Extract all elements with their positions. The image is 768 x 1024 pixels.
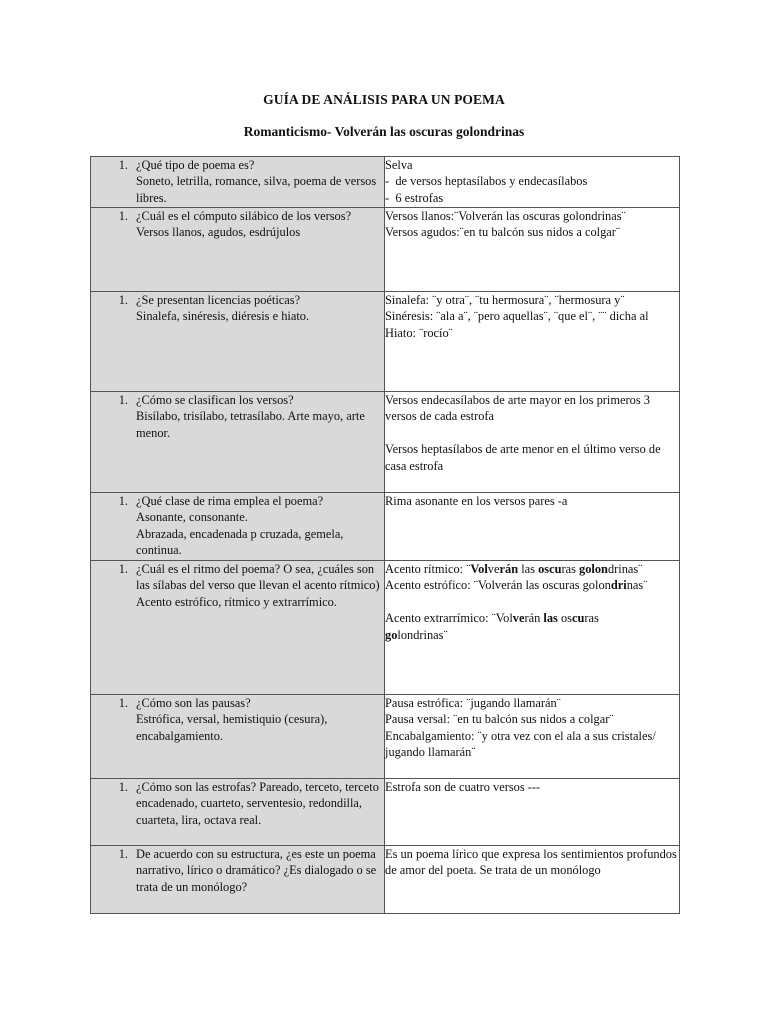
question-text: De acuerdo con su estructura, ¿es este un poema narrativo, lírico o dramático? ¿Es dialogado o se trata de un monólogo? (136, 847, 380, 894)
stressed-syllable: go (579, 562, 592, 576)
answer-text: Versos agudos:¨en tu balcón sus nidos a colgar¨ (385, 225, 621, 240)
question-text: Asonante, consonante. (136, 510, 248, 525)
answer-text: Selva (385, 158, 413, 172)
answer-text: Versos endecasílabos de arte mayor en los primeros 3 versos de cada estrofa (385, 393, 654, 424)
item-number: 1. (118, 393, 128, 407)
answer-text: Pausa estrófica: ¨jugando llamarán¨ (385, 696, 561, 710)
question-text: ¿Se presentan licencias poéticas? (136, 293, 301, 307)
question-cell (91, 493, 385, 561)
analysis-table-body (91, 157, 680, 914)
stressed-syllable: dri (610, 578, 627, 593)
table-row (91, 695, 680, 779)
answer-fragment: Acento rítmico: ¨ (385, 562, 471, 576)
question-text: Abrazada, encadenada p cruzada, gemela, continua. (136, 526, 347, 558)
answer-fragment: ve (487, 562, 500, 576)
stressed-syllable: lon (591, 562, 608, 576)
answer-text: Es un poema lírico que expresa los sentimientos profundos de amor del poeta. Se trata de un monólogo (385, 847, 680, 878)
document-subtitle: Romanticismo- Volverán las oscuras golondrinas (243, 124, 525, 139)
answer-fragment: rán (524, 611, 544, 626)
question-cell (91, 208, 385, 292)
table-row (91, 493, 680, 561)
stressed-syllable: rán (499, 562, 519, 576)
table-row (91, 208, 680, 292)
question-cell (91, 157, 385, 208)
answer-fragment: ras (561, 562, 580, 576)
stressed-syllable: ve (512, 611, 525, 626)
question-text: ¿Qué clase de rima emplea el poema? (136, 494, 324, 508)
answer-text: Versos heptasílabos de arte menor en el último verso de casa estrofa (385, 442, 664, 473)
question-text: Estrófica, versal, hemistiquio (cesura), encabalgamiento. (136, 712, 331, 743)
answer-fragment: londrinas¨ (397, 627, 448, 642)
answer-text (385, 610, 677, 626)
answer-text: - de versos heptasílabos y endecasílabos (385, 174, 588, 189)
table-row (91, 157, 680, 208)
stressed-syllable: Vol (470, 562, 488, 576)
question-text: ¿Cómo son las pausas? (136, 696, 251, 710)
answer-text: Rima asonante en los versos pares -a (385, 494, 568, 508)
stressed-syllable: las (543, 611, 558, 626)
item-number: 1. (118, 847, 128, 861)
question-text: ¿Cómo se clasifican los versos? (136, 393, 294, 407)
table-row (91, 561, 680, 695)
answer-text (385, 594, 677, 610)
item-number: 1. (118, 562, 128, 576)
question-cell (91, 292, 385, 392)
answer-fragment: ras (584, 611, 599, 626)
question-cell (91, 779, 385, 846)
question-text: Versos llanos, agudos, esdrújulos (136, 225, 301, 240)
answer-text (385, 577, 677, 593)
question-text: ¿Cuál es el cómputo silábico de los versos? (136, 209, 352, 223)
answer-text: - 6 estrofas (385, 190, 444, 205)
document-title: GUÍA DE ANÁLISIS PARA UN POEMA (263, 92, 505, 107)
answer-cell (385, 292, 680, 392)
question-text: Sinalefa, sinéresis, diéresis e hiato. (136, 309, 310, 324)
stressed-syllable: oscu (538, 562, 562, 576)
question-text: ¿Qué tipo de poema es? (136, 158, 255, 172)
item-number: 1. (118, 780, 128, 794)
answer-fragment: nas¨ (626, 578, 648, 593)
stressed-syllable: go (385, 627, 398, 642)
question-text: Bisílabo, trisílabo, tetrasílabo. Arte mayo, arte menor. (136, 409, 368, 440)
answer-text: Encabalgamiento: ¨y otra vez con el ala a sus cristales/ jugando llamarán¨ (385, 728, 659, 760)
question-cell (91, 561, 385, 695)
answer-text (385, 561, 677, 577)
item-number: 1. (118, 158, 128, 172)
question-cell (91, 846, 385, 914)
answer-fragment: Acento extrarrímico: ¨Vol (385, 611, 513, 626)
answer-cell (385, 561, 680, 695)
question-text: Acento estrófico, rítmico y extrarrímico. (136, 594, 337, 609)
answer-text: Pausa versal: ¨en tu balcón sus nidos a colgar¨ (385, 712, 614, 727)
answer-cell (385, 846, 680, 914)
answer-fragment: Acento estrófico: ¨Volverán las oscuras golon (385, 578, 611, 593)
question-cell (91, 695, 385, 779)
table-row (91, 846, 680, 914)
table-row (91, 779, 680, 846)
item-number: 1. (118, 293, 128, 307)
answer-text: Hiato: ¨rocío¨ (385, 325, 453, 340)
answer-text (385, 425, 677, 441)
table-row (91, 392, 680, 493)
answer-text: Versos llanos:¨Volverán las oscuras golondrinas¨ (385, 209, 626, 223)
answer-cell (385, 695, 680, 779)
question-text: ¿Cuál es el ritmo del poema? O sea, ¿cuáles son las sílabas del verso que llevan el acento rítmico) (136, 562, 380, 593)
question-text: ¿Cómo son las estrofas? Pareado, terceto, terceto encadenado, cuarteto, serventesio, redondilla, cuarteta, lira, octava real. (136, 780, 383, 827)
answer-text (385, 627, 677, 643)
answer-fragment: drinas¨ (607, 562, 643, 576)
table-row (91, 292, 680, 392)
answer-cell (385, 779, 680, 846)
analysis-table (90, 156, 680, 914)
item-number: 1. (118, 696, 128, 710)
answer-text: Estrofa son de cuatro versos --- (385, 780, 541, 794)
answer-fragment: os (557, 611, 572, 626)
answer-fragment: las (518, 562, 539, 576)
answer-cell (385, 208, 680, 292)
stressed-syllable: cu (571, 611, 585, 626)
question-text: Soneto, letrilla, romance, silva, poema de versos libres. (136, 174, 380, 205)
item-number: 1. (118, 494, 128, 508)
answer-cell (385, 157, 680, 208)
question-cell (91, 392, 385, 493)
answer-cell (385, 493, 680, 561)
item-number: 1. (118, 209, 128, 223)
answer-text: Sinalefa: ¨y otra¨, ¨tu hermosura¨, ¨hermosura y¨ (385, 293, 625, 307)
answer-cell (385, 392, 680, 493)
answer-text: Sinéresis: ¨ala a¨, ¨pero aquellas¨, ¨que el¨, ¨¨ dicha al (385, 309, 649, 324)
